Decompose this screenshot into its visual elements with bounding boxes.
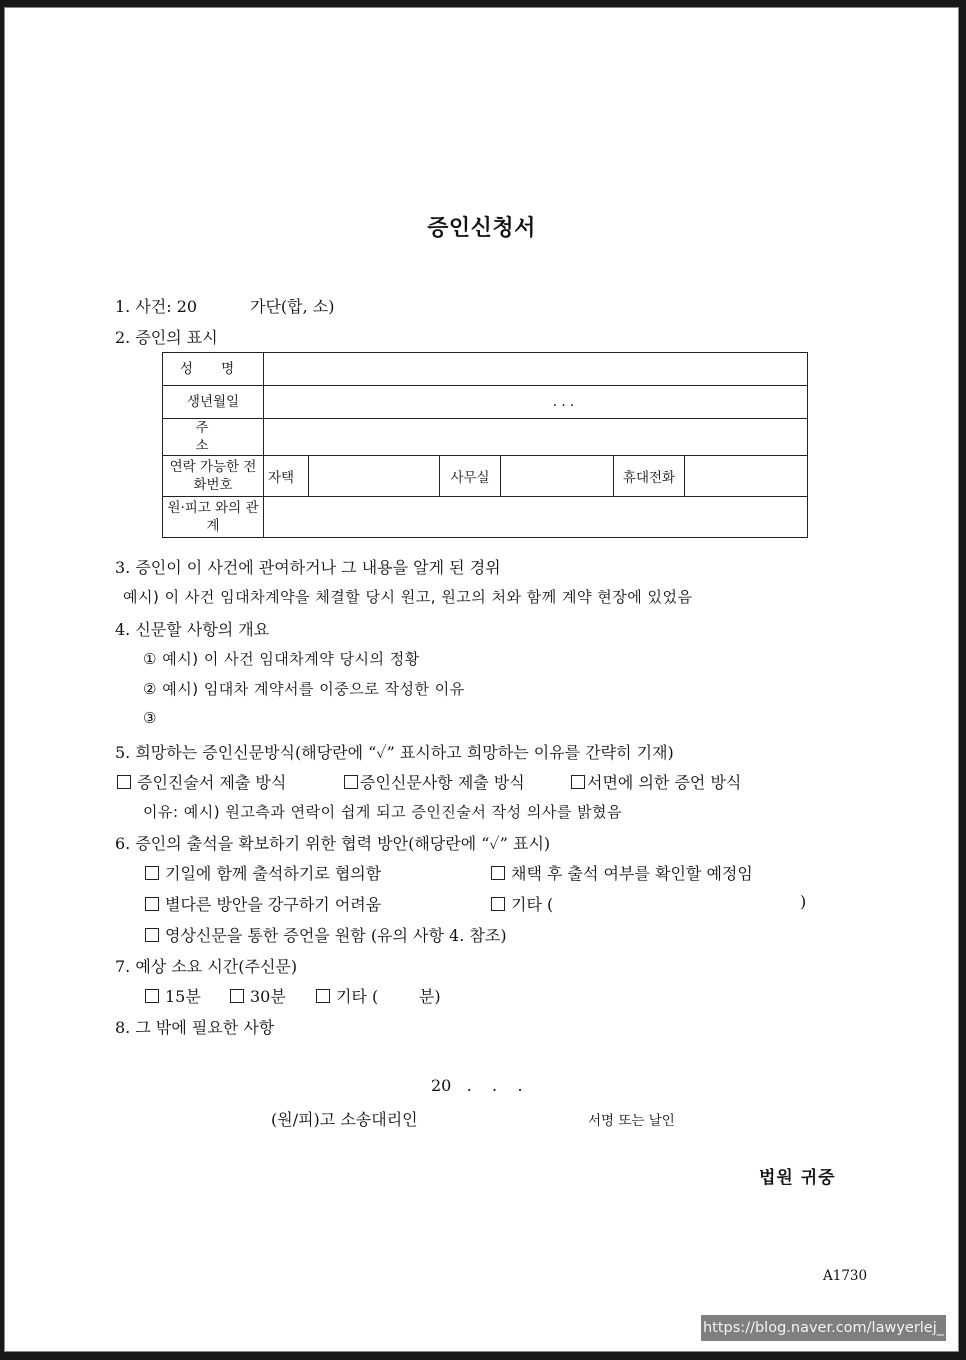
dob-label: 생년월일: [163, 386, 264, 419]
case-number-label: 1. 사건: 20: [115, 297, 198, 316]
section-6-heading: 6. 증인의 출석을 확보하기 위한 협력 방안(해당란에 “✓” 표시): [115, 834, 551, 853]
checkbox[interactable]: [117, 775, 131, 789]
section-3-heading: 3. 증인이 이 사건에 관여하거나 그 내용을 알게 된 경위: [115, 558, 501, 577]
checkbox[interactable]: [491, 866, 505, 880]
blog-watermark: https://blog.naver.com/lawyerlej_: [701, 1315, 946, 1341]
relation-label: 원·피고 와의 관계: [163, 497, 264, 538]
checkbox[interactable]: [571, 775, 585, 789]
checkbox[interactable]: [230, 989, 244, 1003]
attendance-option-agreed[interactable]: 기일에 함께 출석하기로 협의함: [145, 861, 381, 884]
dob-field[interactable]: . . .: [264, 386, 808, 419]
section-4-item-1[interactable]: ① 예시) 이 사건 임대차계약 당시의 정황: [143, 650, 420, 668]
name-label: 성 명: [163, 353, 264, 386]
document-title: 증인신청서: [427, 216, 536, 241]
attendance-option-other[interactable]: 기타 (: [491, 892, 553, 915]
court-addressee: 법원 귀중: [759, 1168, 836, 1188]
attendance-option-video[interactable]: 영상신문을 통한 증언을 원함 (유의 사항 4. 참조): [145, 923, 507, 946]
address-label: 주 소: [163, 419, 264, 456]
checkbox[interactable]: [145, 928, 159, 942]
attendance-option-confirm[interactable]: 채택 후 출석 여부를 확인할 예정임: [491, 861, 753, 884]
document-page: [4, 7, 959, 1352]
checkbox[interactable]: [316, 989, 330, 1003]
section-4-heading: 4. 신문할 사항의 개요: [115, 620, 270, 639]
method-option-questions[interactable]: 증인신문사항 제출 방식: [344, 770, 525, 793]
witness-info-table: [162, 352, 808, 538]
home-phone-label: 자택: [264, 456, 309, 497]
name-field[interactable]: [264, 353, 808, 386]
attendance-other-close: ): [800, 892, 807, 911]
form-code: A1730: [823, 1268, 868, 1284]
filing-date[interactable]: 20 . . .: [431, 1076, 523, 1095]
time-option-other[interactable]: 기타 ( 분): [316, 984, 441, 1007]
time-option-15[interactable]: 15분: [145, 984, 201, 1007]
section-4-item-2[interactable]: ② 예시) 임대차 계약서를 이중으로 작성한 이유: [143, 680, 465, 698]
office-phone-field[interactable]: [501, 456, 614, 497]
agent-label: (원/피)고 소송대리인: [271, 1110, 418, 1129]
section-4-item-3[interactable]: ③: [143, 709, 157, 727]
case-type-label: 가단(합, 소): [250, 297, 335, 316]
home-phone-field[interactable]: [309, 456, 440, 497]
section-8-heading: 8. 그 밖에 필요한 사항: [115, 1018, 275, 1037]
method-option-written[interactable]: 서면에 의한 증언 방식: [571, 770, 741, 793]
section-5-heading: 5. 희망하는 증인신문방식(해당란에 “✓” 표시하고 희망하는 이유를 간략히 기재): [115, 743, 674, 762]
office-phone-label: 사무실: [440, 456, 501, 497]
method-option-statement[interactable]: 증인진술서 제출 방식: [117, 770, 286, 793]
attendance-option-difficult[interactable]: 별다른 방안을 강구하기 어려움: [145, 892, 381, 915]
signature-label: 서명 또는 날인: [588, 1113, 675, 1129]
method-reason[interactable]: 이유: 예시) 원고측과 연락이 쉽게 되고 증인진술서 작성 의사를 밝혔음: [143, 803, 623, 821]
address-field[interactable]: [264, 419, 808, 456]
relation-field[interactable]: [264, 497, 808, 538]
phone-label: 연락 가능한 전화번호: [163, 456, 264, 497]
mobile-phone-field[interactable]: [685, 456, 808, 497]
mobile-phone-label: 휴대전화: [614, 456, 685, 497]
section-2-heading: 2. 증인의 표시: [115, 328, 218, 347]
checkbox[interactable]: [344, 775, 358, 789]
checkbox[interactable]: [145, 866, 159, 880]
time-option-30[interactable]: 30분: [230, 984, 286, 1007]
section-3-example[interactable]: 예시) 이 사건 임대차계약을 체결할 당시 원고, 원고의 처와 함께 계약 현장에 있었음: [123, 588, 693, 606]
section-7-heading: 7. 예상 소요 시간(주신문): [115, 957, 298, 976]
checkbox[interactable]: [145, 897, 159, 911]
checkbox[interactable]: [145, 989, 159, 1003]
checkbox[interactable]: [491, 897, 505, 911]
